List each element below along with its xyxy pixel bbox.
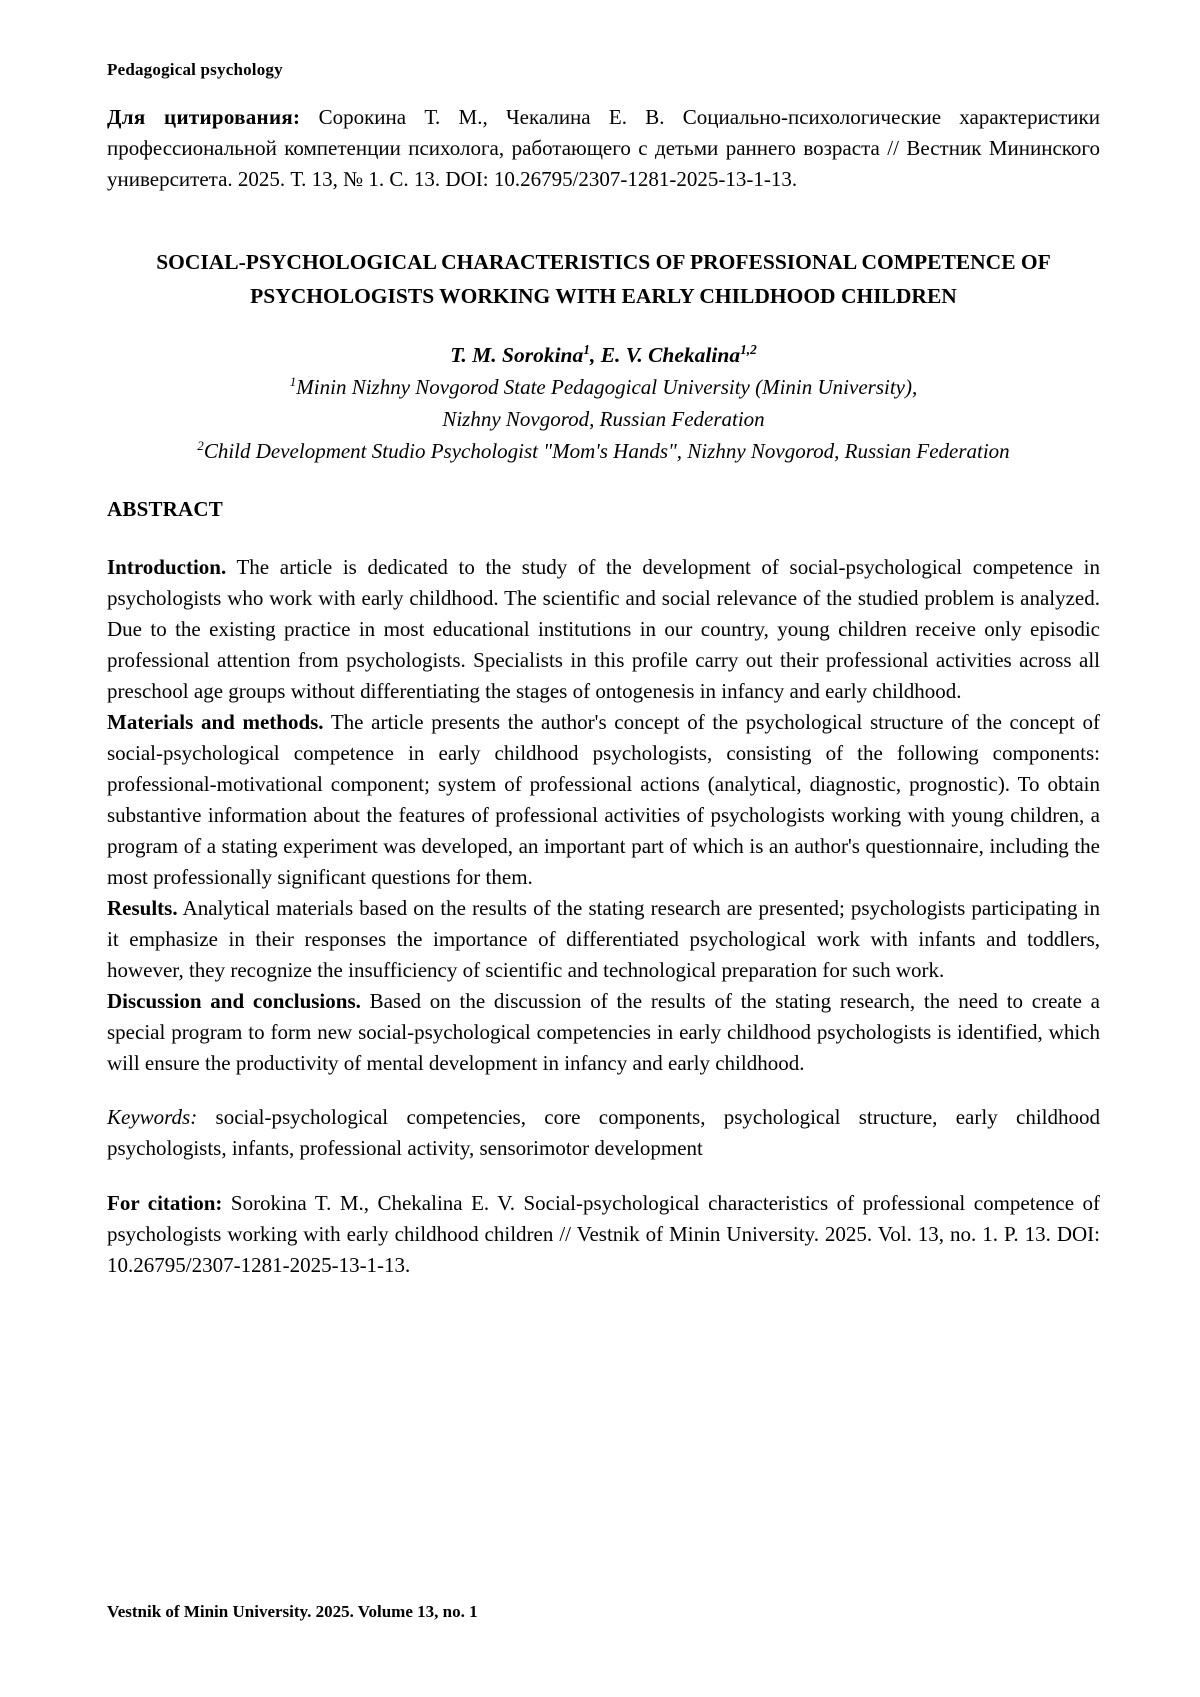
citation-ru <box>107 102 1100 195</box>
keywords-text: social-psychological competencies, core components, psychological structure, early childhood psychologists, infants, professional activity, sensorimotor development <box>107 1105 1100 1160</box>
abstract-heading: ABSTRACT <box>107 497 223 521</box>
paragraph-text: Analytical materials based on the results of the stating research are presented; psychologists participating in it emphasize in their responses the importance of differentiated psychological work with infants and toddlers, however, they recognize the insufficiency of scientific and technological preparation for such work. <box>107 896 1100 982</box>
abstract-paragraph-materials-methods <box>107 707 1100 893</box>
authors-separator: , <box>589 343 601 367</box>
citation-ru-text: Сорокина Т. М., Чекалина Е. В. Социально-психологические характеристики профессиональной компетенции психолога, работающего с детьми раннего возраста // Вестник Мининского университета. 2025. Т. 13, № 1. С. 13. DOI: 10.26795/2307-1281-2025-13-1-13. <box>107 105 1100 191</box>
article-title: SOCIAL-PSYCHOLOGICAL CHARACTERISTICS OF PROFESSIONAL COMPETENCE OF PSYCHOLOGISTS WORKING WITH EARLY CHILDHOOD CHILDREN <box>156 250 1051 308</box>
citation-en <box>107 1188 1100 1281</box>
paragraph-text: Based on the discussion of the results of the stating research, the need to create a special program to form new social-psychological competencies in early childhood psychologists is identified, which will ensure the productivity of mental development in infancy and early childhood. <box>107 989 1100 1075</box>
keywords-label: Keywords: <box>107 1105 198 1129</box>
running-head: Pedagogical psychology <box>107 60 283 79</box>
authors-line <box>107 339 1100 371</box>
author-2-affiliation-sup: 1,2 <box>740 341 757 357</box>
citation-en-label: For citation: <box>107 1191 223 1215</box>
paragraph-label: Materials and methods. <box>107 710 324 734</box>
author-2: E. V. Chekalina <box>600 343 741 367</box>
journal-footer: Vestnik of Minin University. 2025. Volume 13, no. 1 <box>107 1602 478 1621</box>
author-1-affiliation-sup: 1 <box>583 341 590 357</box>
paragraph-label: Results. <box>107 896 178 920</box>
author-1: T. M. Sorokina <box>450 343 584 367</box>
affiliation-2-text: Child Development Studio Psychologist "Mom's Hands", Nizhny Novgorod, Russian Federation <box>203 439 1010 463</box>
paragraph-text: The article is dedicated to the study of the development of social-psychological competence in psychologists who work with early childhood. The scientific and social relevance of the studied problem is analyzed. Due to the existing practice in most educational institutions in our country, young children receive only episodic professional attention from psychologists. Specialists in this profile carry out their professional activities across all preschool age groups without differentiating the stages of ontogenesis in infancy and early childhood. <box>107 555 1100 703</box>
paragraph-text: The article presents the author's concept of the psychological structure of the concept of social-psychological competence in early childhood psychologists, consisting of the following components: professional-motivational component; system of professional actions (analytical, diagnostic, prognostic). To obtain substantive information about the features of professional activities of psychologists working with young children, a program of a stating experiment was developed, an important part of which is an author's questionnaire, including the most professionally significant questions for them. <box>107 710 1101 889</box>
affiliation-1-sup: 1 <box>289 374 297 389</box>
paragraph-label: Discussion and conclusions. <box>107 989 361 1013</box>
abstract-paragraph-introduction <box>107 552 1100 707</box>
paragraph-label: Introduction. <box>107 555 227 579</box>
affiliation-2 <box>107 435 1100 467</box>
affiliation-1-line-1: $^1$Minin Nizhny Novgorod State Pedagogical University (Minin University), <box>289 374 918 399</box>
affiliation-2-sup: 2 <box>197 438 204 453</box>
affiliation-1-line-2: Nizhny Novgorod, Russian Federation <box>442 407 765 431</box>
citation-en-text: Sorokina T. M., Chekalina E. V. Social-psychological characteristics of professional competence of psychologists working with early childhood children // Vestnik of Minin University. 2025. Vol. 13, no. 1. P. 13. DOI: 10.26795/2307-1281-2025-13-1-13. <box>107 1191 1100 1277</box>
abstract-paragraph-results <box>107 893 1100 986</box>
affiliation-1 <box>107 371 1100 435</box>
keywords <box>107 1102 1100 1164</box>
citation-ru-label: Для цитирования: <box>107 105 301 129</box>
abstract-paragraph-discussion-conclusions <box>107 986 1100 1079</box>
